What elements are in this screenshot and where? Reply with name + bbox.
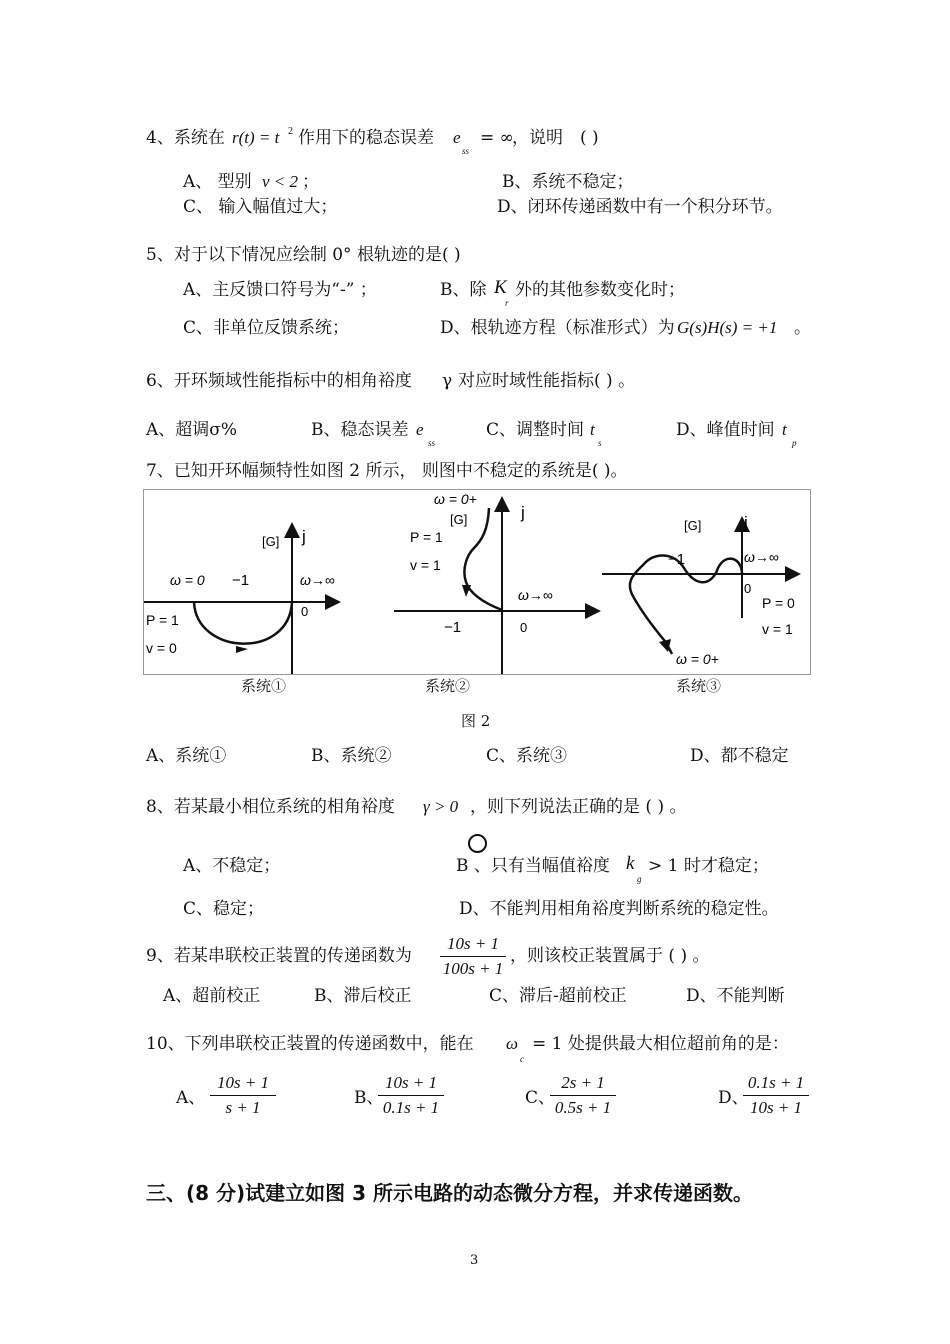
q6-option-b-e: e — [416, 420, 424, 439]
figure-caption: 图 2 — [461, 712, 491, 730]
figure-2 — [143, 489, 811, 675]
s2-zero-label: 0 — [520, 620, 528, 635]
s2-p-label: P = 1 — [410, 529, 443, 545]
q10-option-b-label: B、 — [354, 1088, 384, 1108]
q8-option-d: D、不能判用相角裕度判断系统的稳定性。 — [459, 899, 779, 919]
circle-mark — [468, 834, 487, 853]
q5-option-b-a: B、除 — [440, 280, 487, 300]
q8-stem-a: 8、若某最小相位系统的相角裕度 — [146, 797, 395, 817]
q10-option-a-fraction — [210, 1073, 276, 1118]
s1-zero-label: 0 — [301, 604, 309, 619]
q10-option-c-fraction — [550, 1073, 616, 1118]
caption-system-3: 系统③ — [676, 677, 722, 695]
q4-option-a-formula: v < 2 — [262, 172, 299, 191]
s2-j-label: j — [521, 503, 525, 522]
q6-stem-b: 对应时域性能指标( ) 。 — [458, 371, 636, 391]
s1-winf-label: ω→∞ — [300, 572, 335, 588]
s2-curve — [464, 508, 502, 610]
s1-direction-arrow — [236, 646, 248, 653]
q5-stem: 5、对于以下情况应绘制 0° 根轨迹的是( ) — [146, 245, 461, 265]
q9-fraction — [440, 934, 506, 979]
q9-option-b: B、滞后校正 — [314, 986, 412, 1006]
q10-option-d-bar — [743, 1095, 809, 1096]
q5-option-d-end: 。 — [794, 318, 811, 338]
s2-winf-label: ω→∞ — [518, 587, 553, 603]
q9-denominator: 100s + 1 — [442, 959, 504, 978]
q10-option-d-label: D、 — [718, 1088, 749, 1108]
q7-stem: 7、已知开环幅频特性如图 2 所示， 则图中不稳定的系统是( )。 — [146, 461, 628, 481]
system-2-plot — [394, 491, 599, 674]
q4-formula: r(t) = t — [232, 128, 280, 147]
s2-minus1-label: −1 — [444, 619, 462, 636]
q9-fraction-bar — [440, 956, 506, 957]
q4-e: e — [453, 128, 461, 147]
s3-curve — [630, 555, 742, 654]
q4-option-a: A、 型别 — [183, 172, 252, 192]
q6-stem-a: 6、开环频域性能指标中的相角裕度 — [146, 371, 412, 391]
q10-option-c-bar — [550, 1095, 616, 1096]
q4-option-a-end: ； — [302, 172, 319, 192]
q6-option-b-sub: ss — [428, 438, 436, 448]
s1-j-label: j — [302, 527, 306, 546]
q4-sup: 2 — [288, 126, 293, 137]
q4-option-d: D、闭环传递函数中有一个积分环节。 — [497, 197, 783, 217]
q4-eq: = ∞ — [480, 128, 514, 148]
q6-option-d-sub: p — [792, 438, 797, 448]
q8-option-b-a: B 、只有当幅值裕度 — [456, 856, 610, 876]
q10-option-c-numerator: 2s + 1 — [561, 1073, 605, 1092]
q5-option-b-sub: r — [505, 298, 509, 308]
s2-v-label: v = 1 — [410, 557, 441, 573]
q10-option-b-denominator: 0.1s + 1 — [382, 1098, 440, 1117]
q6-option-b: B、稳态误差 — [311, 420, 409, 440]
q10-option-d-fraction — [743, 1073, 809, 1118]
q7-option-c: C、系统③ — [486, 746, 568, 766]
s3-winf-label: ω→∞ — [744, 549, 779, 565]
q10-option-d-numerator: 0.1s + 1 — [747, 1073, 805, 1092]
q4-option-c: C、 输入幅值过大； — [183, 197, 338, 217]
q5-option-d-formula: G(s)H(s) = +1 — [677, 318, 778, 337]
q10-option-a-numerator: 10s + 1 — [216, 1073, 270, 1092]
q7-option-a: A、系统① — [146, 746, 227, 766]
q10-omega: ω — [506, 1034, 519, 1053]
q10-option-b-bar — [378, 1095, 444, 1096]
s3-j-label: j — [744, 513, 748, 532]
q6-option-c-sub: s — [598, 438, 602, 448]
s3-v-label: v = 1 — [762, 621, 793, 637]
s1-g-label: [G] — [262, 534, 280, 549]
s1-curve — [194, 602, 292, 644]
q4-stem-c: ，说明 — [512, 128, 563, 148]
caption-system-2: 系统② — [425, 677, 471, 695]
q5-option-a: A、主反馈口符号为“-” ； — [183, 280, 377, 300]
q8-option-a: A、不稳定； — [183, 856, 281, 876]
q9-option-d: D、不能判断 — [686, 986, 785, 1006]
q8-option-b-b: > 1 时才稳定； — [648, 856, 769, 876]
q10-option-b-numerator: 10s + 1 — [384, 1073, 438, 1092]
q10-option-d-denominator: 10s + 1 — [749, 1098, 803, 1117]
q10-omega-sub: c — [520, 1054, 524, 1064]
q10-option-a-denominator: s + 1 — [225, 1098, 261, 1117]
q4-option-b: B、系统不稳定； — [502, 172, 634, 192]
system-1-plot — [144, 524, 339, 674]
page-number: 3 — [470, 1253, 479, 1268]
q6-option-d: D、峰值时间 — [676, 420, 775, 440]
system-3-plot — [602, 513, 799, 667]
nyquist-plots — [144, 490, 810, 674]
q7-option-d: D、都不稳定 — [690, 746, 789, 766]
q5-option-c: C、非单位反馈系统； — [183, 318, 350, 338]
q10-option-c-denominator: 0.5s + 1 — [554, 1098, 612, 1117]
q9-option-a: A、超前校正 — [163, 986, 261, 1006]
s1-p-label: P = 1 — [146, 612, 179, 628]
q4-e-sub: ss — [462, 146, 470, 156]
q6-option-c: C、调整时间 — [486, 420, 585, 440]
q10-option-b-fraction — [378, 1073, 444, 1118]
s2-g-label: [G] — [450, 512, 468, 527]
q6-option-c-t: t — [590, 420, 595, 439]
q6-gamma: γ — [442, 371, 453, 391]
s3-minus1-label: −1 — [668, 551, 686, 568]
s3-zero-label: 0 — [744, 581, 752, 596]
q5-option-b-b: 外的其他参数变化时； — [515, 280, 685, 300]
s1-minus1-label: −1 — [232, 572, 250, 589]
q6-option-d-t: t — [782, 420, 787, 439]
s1-v-label: v = 0 — [146, 640, 177, 656]
q10-option-a-bar — [210, 1095, 276, 1096]
q10-stem-b: = 1 处提供最大相位超前角的是： — [532, 1034, 789, 1054]
q6-option-a: A、超调σ% — [146, 420, 238, 440]
q4-paren: ( ) — [580, 128, 599, 148]
s2-w0-label: ω = 0+ — [434, 491, 477, 507]
section-3-heading: 三、(8 分)试建立如图 3 所示电路的动态微分方程，并求传递函数。 — [146, 1181, 754, 1205]
q9-stem-b: ，则该校正装置属于 ( ) 。 — [510, 946, 710, 966]
q9-numerator: 10s + 1 — [446, 934, 500, 953]
q10-stem-a: 10、下列串联校正装置的传递函数中，能在 — [146, 1034, 474, 1054]
q9-stem-a: 9、若某串联校正装置的传递函数为 — [146, 946, 412, 966]
s3-g-label: [G] — [684, 518, 702, 533]
q8-option-b-sub: g — [637, 874, 642, 884]
q5-option-d-a: D、根轨迹方程（标准形式）为 — [440, 318, 675, 338]
s1-w0-label: ω = 0 — [170, 572, 205, 588]
q8-option-b-k: k — [626, 853, 635, 874]
q4-stem-b: 作用下的稳态误差 — [298, 128, 434, 148]
q7-option-b: B、系统② — [311, 746, 392, 766]
q8-option-c: C、稳定； — [183, 899, 265, 919]
q10-option-c-label: C、 — [525, 1088, 556, 1108]
q5-option-b-k: K — [494, 277, 507, 298]
q8-stem-b: ，则下列说法正确的是 ( ) 。 — [470, 797, 687, 817]
q4-stem-a: 4、系统在 — [146, 128, 225, 148]
caption-system-1: 系统① — [241, 677, 287, 695]
q9-option-c: C、滞后-超前校正 — [489, 986, 627, 1006]
q10-option-a-label: A、 — [176, 1088, 206, 1108]
s3-w0-label: ω = 0+ — [676, 651, 719, 667]
s3-p-label: P = 0 — [762, 595, 795, 611]
q8-formula: γ > 0 — [423, 797, 459, 816]
